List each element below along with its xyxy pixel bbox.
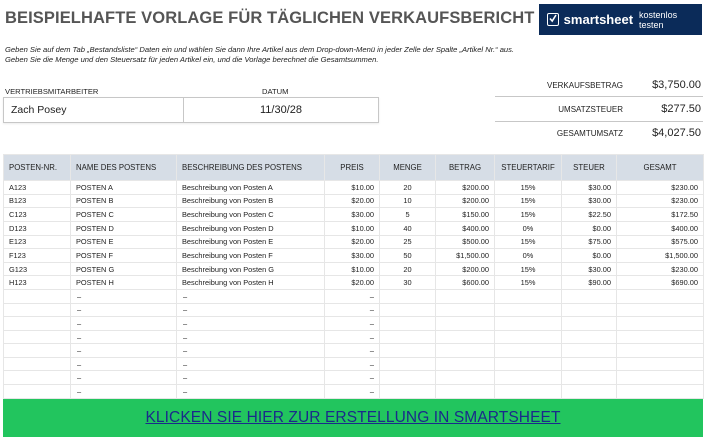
- divider: [495, 96, 703, 97]
- summary-value: $4,027.50: [652, 127, 701, 139]
- tax-cell[interactable]: $22.50: [562, 208, 617, 222]
- price-cell[interactable]: –: [325, 330, 380, 344]
- table-row: [4, 262, 704, 276]
- item-number-cell[interactable]: [4, 384, 71, 398]
- total-cell[interactable]: $230.00: [617, 262, 704, 276]
- item-name-cell[interactable]: –: [71, 317, 177, 331]
- quantity-cell[interactable]: [380, 330, 436, 344]
- quantity-cell[interactable]: [380, 317, 436, 331]
- item-number-cell[interactable]: [4, 344, 71, 358]
- item-description-cell[interactable]: –: [177, 371, 325, 385]
- tax-rate-cell[interactable]: 15%: [495, 235, 562, 249]
- amount-cell[interactable]: $200.00: [436, 262, 495, 276]
- item-description-cell[interactable]: Beschreibung von Posten D: [177, 221, 325, 235]
- price-cell[interactable]: –: [325, 344, 380, 358]
- rep-date-box: [3, 97, 379, 123]
- tax-cell[interactable]: $75.00: [562, 235, 617, 249]
- summary-total: [495, 122, 703, 144]
- column-header: NAME DES POSTENS: [71, 155, 177, 181]
- total-cell[interactable]: $1,500.00: [617, 249, 704, 263]
- summary-tax: [495, 98, 703, 120]
- tax-rate-cell[interactable]: 0%: [495, 249, 562, 263]
- total-cell[interactable]: [617, 290, 704, 304]
- item-name-cell[interactable]: –: [71, 290, 177, 304]
- quantity-cell[interactable]: [380, 344, 436, 358]
- item-description-cell[interactable]: –: [177, 290, 325, 304]
- quantity-cell[interactable]: [380, 303, 436, 317]
- tax-cell[interactable]: $0.00: [562, 249, 617, 263]
- tax-cell[interactable]: [562, 344, 617, 358]
- item-number-cell[interactable]: [4, 330, 71, 344]
- table-row-empty: [4, 357, 704, 371]
- column-header: POSTEN-NR.: [4, 155, 71, 181]
- page-title: BEISPIELHAFTE VORLAGE FÜR TÄGLICHEN VERKAUFSBERICHT: [5, 9, 535, 27]
- tax-rate-cell[interactable]: 15%: [495, 276, 562, 290]
- total-cell[interactable]: [617, 330, 704, 344]
- column-header: PREIS: [325, 155, 380, 181]
- quantity-cell[interactable]: [380, 371, 436, 385]
- table-row-empty: [4, 317, 704, 331]
- price-cell[interactable]: –: [325, 357, 380, 371]
- column-header: BETRAG: [436, 155, 495, 181]
- amount-cell[interactable]: [436, 384, 495, 398]
- quantity-cell[interactable]: 25: [380, 235, 436, 249]
- item-name-cell[interactable]: POSTEN E: [71, 235, 177, 249]
- tax-rate-cell[interactable]: [495, 330, 562, 344]
- amount-cell[interactable]: [436, 317, 495, 331]
- item-number-cell[interactable]: [4, 290, 71, 304]
- rep-field[interactable]: Zach Posey: [4, 98, 184, 122]
- item-name-cell[interactable]: POSTEN A: [71, 181, 177, 195]
- tax-rate-cell[interactable]: 15%: [495, 208, 562, 222]
- quantity-cell[interactable]: 5: [380, 208, 436, 222]
- tax-rate-cell[interactable]: [495, 357, 562, 371]
- table-row: [4, 276, 704, 290]
- tax-cell[interactable]: $90.00: [562, 276, 617, 290]
- item-name-cell[interactable]: POSTEN D: [71, 221, 177, 235]
- item-number-cell[interactable]: A123: [4, 181, 71, 195]
- item-description-cell[interactable]: –: [177, 303, 325, 317]
- table-row-empty: [4, 330, 704, 344]
- quantity-cell[interactable]: [380, 357, 436, 371]
- tax-rate-cell[interactable]: 0%: [495, 221, 562, 235]
- item-description-cell[interactable]: Beschreibung von Posten G: [177, 262, 325, 276]
- item-name-cell[interactable]: POSTEN B: [71, 194, 177, 208]
- item-name-cell[interactable]: –: [71, 357, 177, 371]
- tax-cell[interactable]: [562, 384, 617, 398]
- item-description-cell[interactable]: Beschreibung von Posten E: [177, 235, 325, 249]
- item-description-cell[interactable]: Beschreibung von Posten C: [177, 208, 325, 222]
- total-cell[interactable]: $230.00: [617, 194, 704, 208]
- summary-value: $3,750.00: [652, 79, 701, 91]
- quantity-cell[interactable]: 30: [380, 276, 436, 290]
- item-description-cell[interactable]: –: [177, 384, 325, 398]
- price-cell[interactable]: –: [325, 384, 380, 398]
- table-row: [4, 181, 704, 195]
- tax-cell[interactable]: [562, 357, 617, 371]
- item-number-cell[interactable]: [4, 303, 71, 317]
- summary-sales: [495, 74, 703, 96]
- total-cell[interactable]: [617, 357, 704, 371]
- tax-rate-cell[interactable]: [495, 317, 562, 331]
- smartsheet-check-icon: [547, 13, 559, 26]
- price-cell[interactable]: $10.00: [325, 181, 380, 195]
- date-field[interactable]: 11/30/28: [259, 104, 302, 116]
- tax-cell[interactable]: $30.00: [562, 194, 617, 208]
- table-header-row: [4, 155, 704, 181]
- total-cell[interactable]: $400.00: [617, 221, 704, 235]
- item-name-cell[interactable]: –: [71, 330, 177, 344]
- column-header: STEUERTARIF: [495, 155, 562, 181]
- quantity-cell[interactable]: 10: [380, 194, 436, 208]
- item-name-cell[interactable]: POSTEN G: [71, 262, 177, 276]
- summary-label: VERKAUFSBETRAG: [546, 80, 623, 90]
- column-header: STEUER: [562, 155, 617, 181]
- rep-label: VERTRIEBSMITARBEITER: [5, 87, 99, 96]
- brand-cta: kostenlos testen: [639, 9, 678, 30]
- price-cell[interactable]: $30.00: [325, 249, 380, 263]
- table-row: [4, 194, 704, 208]
- tax-rate-cell[interactable]: [495, 384, 562, 398]
- sales-table: [3, 154, 704, 399]
- item-description-cell[interactable]: –: [177, 330, 325, 344]
- item-number-cell[interactable]: F123: [4, 249, 71, 263]
- date-label: DATUM: [262, 87, 289, 96]
- table-row-empty: [4, 303, 704, 317]
- table-row-empty: [4, 371, 704, 385]
- item-number-cell[interactable]: [4, 317, 71, 331]
- item-description-cell[interactable]: Beschreibung von Posten B: [177, 194, 325, 208]
- tax-rate-cell[interactable]: 15%: [495, 262, 562, 276]
- total-cell[interactable]: [617, 344, 704, 358]
- price-cell[interactable]: $20.00: [325, 235, 380, 249]
- summary-label: GESAMTUMSATZ: [556, 128, 623, 138]
- item-name-cell[interactable]: POSTEN C: [71, 208, 177, 222]
- table-row: [4, 221, 704, 235]
- item-description-cell[interactable]: –: [177, 344, 325, 358]
- total-cell[interactable]: $230.00: [617, 181, 704, 195]
- amount-cell[interactable]: $200.00: [436, 194, 495, 208]
- item-number-cell[interactable]: B123: [4, 194, 71, 208]
- instructions-line: Geben Sie auf dem Tab „Bestandsliste“ Daten ein und wählen Sie dann Ihre Artikel aus dem Drop-down-Menü in jeder Zelle der Spalte „Artikel Nr.“ aus.: [5, 45, 515, 54]
- item-number-cell[interactable]: H123: [4, 276, 71, 290]
- amount-cell[interactable]: $200.00: [436, 181, 495, 195]
- instructions-line: Geben Sie die Menge und den Steuersatz für jeden Artikel ein, und die Vorlage berechnet die Gesamtsummen.: [5, 54, 379, 64]
- price-cell[interactable]: $20.00: [325, 276, 380, 290]
- item-name-cell[interactable]: –: [71, 371, 177, 385]
- tax-cell[interactable]: $30.00: [562, 262, 617, 276]
- tax-rate-cell[interactable]: [495, 344, 562, 358]
- smartsheet-banner[interactable]: [539, 4, 702, 35]
- tax-cell[interactable]: [562, 330, 617, 344]
- amount-cell[interactable]: [436, 290, 495, 304]
- tax-cell[interactable]: [562, 317, 617, 331]
- tax-rate-cell[interactable]: [495, 290, 562, 304]
- amount-cell[interactable]: [436, 344, 495, 358]
- item-description-cell[interactable]: –: [177, 357, 325, 371]
- amount-cell[interactable]: $600.00: [436, 276, 495, 290]
- item-description-cell[interactable]: Beschreibung von Posten H: [177, 276, 325, 290]
- item-name-cell[interactable]: POSTEN F: [71, 249, 177, 263]
- tax-cell[interactable]: [562, 371, 617, 385]
- item-number-cell[interactable]: C123: [4, 208, 71, 222]
- total-cell[interactable]: $172.50: [617, 208, 704, 222]
- item-name-cell[interactable]: –: [71, 303, 177, 317]
- table-row: [4, 235, 704, 249]
- item-description-cell[interactable]: –: [177, 317, 325, 331]
- table-row-empty: [4, 344, 704, 358]
- cta-link[interactable]: KLICKEN SIE HIER ZUR ERSTELLUNG IN SMARTSHEET: [145, 409, 561, 426]
- summary-value: $277.50: [661, 103, 701, 115]
- item-number-cell[interactable]: G123: [4, 262, 71, 276]
- quantity-cell[interactable]: 40: [380, 221, 436, 235]
- item-description-cell[interactable]: Beschreibung von Posten F: [177, 249, 325, 263]
- total-cell[interactable]: [617, 303, 704, 317]
- price-cell[interactable]: –: [325, 371, 380, 385]
- instructions: [5, 45, 514, 64]
- table-row-empty: [4, 290, 704, 304]
- price-cell[interactable]: –: [325, 303, 380, 317]
- quantity-cell[interactable]: 50: [380, 249, 436, 263]
- amount-cell[interactable]: [436, 330, 495, 344]
- amount-cell[interactable]: [436, 357, 495, 371]
- tax-cell[interactable]: [562, 290, 617, 304]
- price-cell[interactable]: $30.00: [325, 208, 380, 222]
- quantity-cell[interactable]: [380, 290, 436, 304]
- amount-cell[interactable]: $500.00: [436, 235, 495, 249]
- amount-cell[interactable]: [436, 303, 495, 317]
- amount-cell[interactable]: $1,500.00: [436, 249, 495, 263]
- summary-label: UMSATZSTEUER: [558, 104, 623, 114]
- price-cell[interactable]: $20.00: [325, 194, 380, 208]
- item-number-cell[interactable]: D123: [4, 221, 71, 235]
- amount-cell[interactable]: $400.00: [436, 221, 495, 235]
- column-header: MENGE: [380, 155, 436, 181]
- tax-cell[interactable]: $30.00: [562, 181, 617, 195]
- item-description-cell[interactable]: Beschreibung von Posten A: [177, 181, 325, 195]
- quantity-cell[interactable]: 20: [380, 262, 436, 276]
- total-cell[interactable]: [617, 384, 704, 398]
- table-row: [4, 249, 704, 263]
- column-header: BESCHREIBUNG DES POSTENS: [177, 155, 325, 181]
- quantity-cell[interactable]: 20: [380, 181, 436, 195]
- price-cell[interactable]: $10.00: [325, 262, 380, 276]
- tax-rate-cell[interactable]: [495, 303, 562, 317]
- create-in-smartsheet-button[interactable]: [3, 399, 703, 437]
- table-row-empty: [4, 384, 704, 398]
- brand-name: smartsheet: [563, 12, 634, 27]
- column-header: GESAMT: [617, 155, 704, 181]
- quantity-cell[interactable]: [380, 384, 436, 398]
- tax-rate-cell[interactable]: 15%: [495, 194, 562, 208]
- total-cell[interactable]: $575.00: [617, 235, 704, 249]
- total-cell[interactable]: [617, 317, 704, 331]
- price-cell[interactable]: $10.00: [325, 221, 380, 235]
- tax-rate-cell[interactable]: 15%: [495, 181, 562, 195]
- item-number-cell[interactable]: E123: [4, 235, 71, 249]
- item-name-cell[interactable]: –: [71, 384, 177, 398]
- price-cell[interactable]: –: [325, 290, 380, 304]
- tax-cell[interactable]: [562, 303, 617, 317]
- item-name-cell[interactable]: POSTEN H: [71, 276, 177, 290]
- total-cell[interactable]: [617, 371, 704, 385]
- item-name-cell[interactable]: –: [71, 344, 177, 358]
- amount-cell[interactable]: $150.00: [436, 208, 495, 222]
- table-row: [4, 208, 704, 222]
- tax-rate-cell[interactable]: [495, 371, 562, 385]
- item-number-cell[interactable]: [4, 357, 71, 371]
- item-number-cell[interactable]: [4, 371, 71, 385]
- tax-cell[interactable]: $0.00: [562, 221, 617, 235]
- total-cell[interactable]: $690.00: [617, 276, 704, 290]
- amount-cell[interactable]: [436, 371, 495, 385]
- price-cell[interactable]: –: [325, 317, 380, 331]
